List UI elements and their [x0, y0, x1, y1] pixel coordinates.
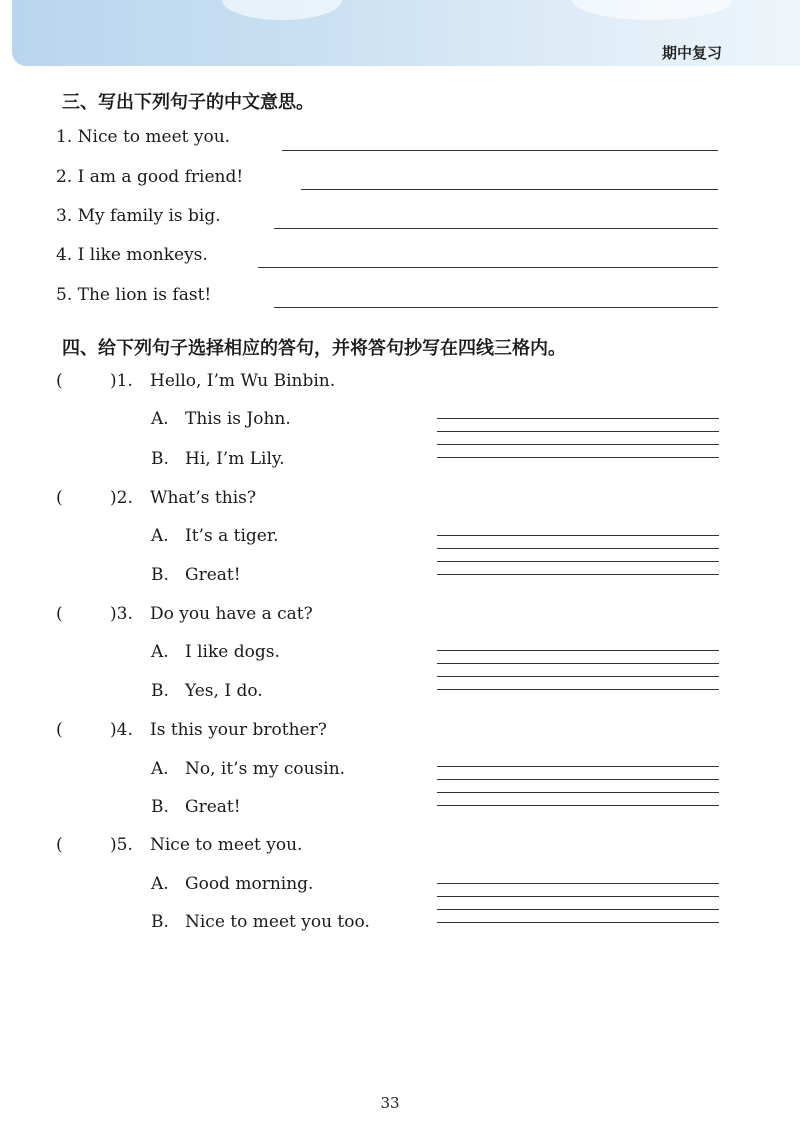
translation-sentence: 5. The lion is fast! [56, 285, 212, 305]
section-4-title: 四、给下列句子选择相应的答句，并将答句抄写在四线三格内。 [62, 338, 566, 359]
option-a: A. Good morning. [151, 874, 314, 894]
four-line-grid[interactable] [437, 535, 719, 575]
four-line-grid[interactable] [437, 766, 719, 806]
answer-line[interactable] [301, 189, 718, 190]
translation-sentence: 4. I like monkeys. [56, 245, 208, 265]
option-a: A. I like dogs. [151, 642, 280, 662]
answer-line[interactable] [274, 307, 718, 308]
header-glow [572, 0, 732, 20]
four-line-grid[interactable] [437, 650, 719, 690]
option-b: B. Nice to meet you too. [151, 912, 370, 932]
option-a: A. It’s a tiger. [151, 526, 279, 546]
question-text: Is this your brother? [150, 720, 327, 740]
answer-blank-open[interactable]: ( [56, 835, 63, 855]
question-text: What’s this? [150, 488, 256, 508]
question-text: Hello, I’m Wu Binbin. [150, 371, 336, 391]
option-b: B. Great! [151, 797, 241, 817]
answer-blank-open[interactable]: ( [56, 488, 63, 508]
option-a: A. This is John. [151, 409, 291, 429]
answer-blank-open[interactable]: ( [56, 371, 63, 391]
answer-line[interactable] [274, 228, 718, 229]
header-glow [222, 0, 342, 20]
chapter-tag: 期中复习 [661, 44, 722, 62]
question-number: )3. [110, 604, 133, 624]
translation-sentence: 1. Nice to meet you. [56, 127, 231, 147]
option-b: B. Great! [151, 565, 241, 585]
answer-blank-open[interactable]: ( [56, 720, 63, 740]
translation-sentence: 2. I am a good friend! [56, 167, 244, 187]
option-b: B. Yes, I do. [151, 681, 263, 701]
page-number: 33 [380, 1094, 400, 1112]
option-b: B. Hi, I’m Lily. [151, 449, 285, 469]
option-a: A. No, it’s my cousin. [151, 759, 346, 779]
question-number: )4. [110, 720, 133, 740]
question-text: Do you have a cat? [150, 604, 313, 624]
question-number: )1. [110, 371, 133, 391]
question-number: )5. [110, 835, 133, 855]
four-line-grid[interactable] [437, 883, 719, 923]
question-text: Nice to meet you. [150, 835, 303, 855]
section-3-title: 三、写出下列句子的中文意思。 [62, 92, 314, 113]
four-line-grid[interactable] [437, 418, 719, 458]
question-number: )2. [110, 488, 133, 508]
answer-line[interactable] [258, 267, 718, 268]
answer-line[interactable] [282, 150, 718, 151]
answer-blank-open[interactable]: ( [56, 604, 63, 624]
translation-sentence: 3. My family is big. [56, 206, 221, 226]
